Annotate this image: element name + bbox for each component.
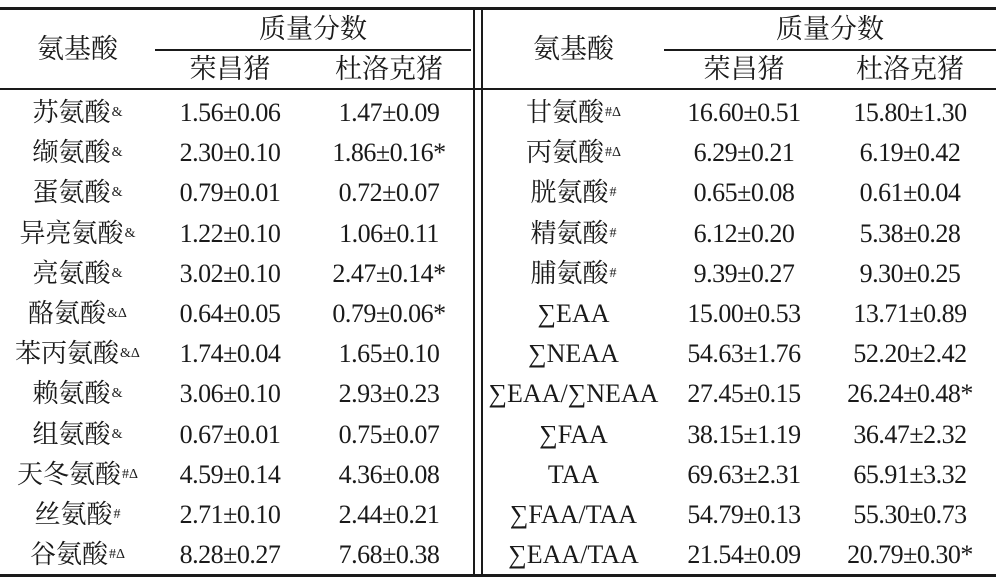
right-header-col2: 杜洛克猪 [856,53,964,84]
right-row-value-duroc: 36.47±2.32 [853,419,967,449]
left-row-value-rongchang: 0.67±0.01 [179,419,281,449]
amino-acid-name: 异亮氨酸 [19,218,124,248]
right-row-name-cell [483,334,664,374]
left-row-value-duroc: 1.06±0.11 [339,218,439,248]
left-row-value-duroc: 2.44±0.21 [338,500,440,530]
right-row-value-rongchang: 6.29±0.21 [693,138,795,168]
right-row-name-cell [483,294,664,334]
right-row-name-cell [483,535,664,575]
left-row-value-rongchang: 0.79±0.01 [179,178,281,208]
amino-acid-name: 亮氨酸 [32,258,111,288]
left-row-name-cell [0,535,155,575]
amino-acid-name: 苏氨酸 [32,98,111,128]
amino-acid-name: 缬氨酸 [32,138,111,168]
classification-mark: # [609,265,617,281]
right-header-group: 质量分数 [776,14,884,44]
classification-mark: # [609,185,617,201]
classification-mark: & [124,225,136,241]
right-header-name: 氨基酸 [533,33,614,64]
classification-mark: #Δ [605,145,622,161]
left-header-name: 氨基酸 [37,33,118,64]
right-row-value-rongchang: 15.00±0.53 [687,299,801,329]
left-row-name-cell [0,415,155,455]
right-row-value-rongchang: 21.54±0.09 [687,540,801,570]
left-row-value-duroc: 2.93±0.23 [338,379,440,409]
left-row-name-cell [0,93,155,133]
amino-acid-name: 胱氨酸 [530,178,609,208]
right-row-value-duroc: 15.80±1.30 [853,98,967,128]
amino-acid-name: 丝氨酸 [34,500,113,530]
right-row-value-rongchang: 27.45±0.15 [687,379,801,409]
amino-acid-name: 丙氨酸 [525,138,604,168]
classification-mark: & [111,426,123,442]
left-row-value-rongchang: 2.30±0.10 [179,138,281,168]
left-row-value-duroc: 2.47±0.14* [332,258,446,288]
right-row-value-duroc: 6.19±0.42 [859,138,961,168]
amino-acid-name: 酪氨酸 [28,299,107,329]
left-header-group: 质量分数 [259,14,367,44]
panel-divider-left [473,7,475,577]
amino-acid-name: 精氨酸 [530,218,609,248]
amino-acid-name: ∑FAA [539,419,608,449]
classification-mark: &Δ [107,306,127,322]
right-row-name-cell [483,374,664,414]
left-row-value-rongchang: 1.74±0.04 [179,339,281,369]
right-row-name-cell [483,173,664,213]
right-header-col1: 荣昌猪 [703,53,785,84]
classification-mark: #Δ [605,105,622,121]
classification-mark: & [111,105,123,121]
right-row-value-duroc: 9.30±0.25 [859,258,961,288]
left-row-value-rongchang: 1.22±0.10 [179,218,281,248]
right-row-value-rongchang: 6.12±0.20 [693,218,795,248]
left-row-value-duroc: 4.36±0.08 [338,459,440,489]
right-row-value-duroc: 5.38±0.28 [859,218,961,248]
left-row-value-rongchang: 3.02±0.10 [179,258,281,288]
right-row-value-duroc: 52.20±2.42 [853,339,967,369]
amino-acid-name: ∑EAA/∑NEAA [488,379,659,409]
left-row-value-duroc: 1.47±0.09 [338,98,440,128]
classification-mark: & [111,265,123,281]
classification-mark: & [111,185,123,201]
left-row-name-cell [0,173,155,213]
amino-acid-name: ∑EAA/TAA [508,540,639,570]
amino-acid-name: ∑NEAA [528,339,619,369]
left-header-col2: 杜洛克猪 [335,53,443,84]
right-row-value-rongchang: 38.15±1.19 [687,419,801,449]
classification-mark: # [609,225,617,241]
right-row-name-cell [483,133,664,173]
table-header-rule [0,88,996,90]
classification-mark: #Δ [122,466,139,482]
classification-mark: # [113,507,121,523]
left-row-value-duroc: 1.86±0.16* [332,138,446,168]
right-row-value-rongchang: 69.63±2.31 [687,459,801,489]
left-row-value-rongchang: 2.71±0.10 [179,500,281,530]
left-row-value-duroc: 1.65±0.10 [338,339,440,369]
right-row-name-cell [483,214,664,254]
classification-mark: #Δ [109,547,126,563]
classification-mark: & [111,386,123,402]
left-row-name-cell [0,254,155,294]
amino-acid-name: 谷氨酸 [29,540,108,570]
left-row-name-cell [0,294,155,334]
right-row-value-duroc: 55.30±0.73 [853,500,967,530]
amino-acid-name: 蛋氨酸 [32,178,111,208]
right-row-value-duroc: 0.61±0.04 [859,178,961,208]
left-row-name-cell [0,133,155,173]
right-row-value-duroc: 20.79±0.30* [847,540,973,570]
right-row-name-cell [483,415,664,455]
amino-acid-name: 天冬氨酸 [16,459,121,489]
amino-acid-name: 赖氨酸 [32,379,111,409]
right-row-value-rongchang: 54.63±1.76 [687,339,801,369]
right-row-name-cell [483,93,664,133]
left-row-value-duroc: 7.68±0.38 [338,540,440,570]
right-row-value-duroc: 65.91±3.32 [853,459,967,489]
right-row-name-cell [483,455,664,495]
left-header-col1: 荣昌猪 [189,53,271,84]
right-row-value-duroc: 13.71±0.89 [853,299,967,329]
right-row-name-cell [483,495,664,535]
amino-acid-name: ∑FAA/TAA [509,500,638,530]
left-row-name-cell [0,455,155,495]
amino-acid-name: ∑EAA [537,299,610,329]
left-row-name-cell [0,334,155,374]
amino-acid-name: 脯氨酸 [530,258,609,288]
right-row-value-duroc: 26.24±0.48* [847,379,973,409]
right-row-value-rongchang: 54.79±0.13 [687,500,801,530]
right-row-value-rongchang: 16.60±0.51 [687,98,801,128]
left-row-name-cell [0,495,155,535]
left-row-value-rongchang: 4.59±0.14 [179,459,281,489]
left-row-value-duroc: 0.75±0.07 [338,419,440,449]
left-row-value-duroc: 0.79±0.06* [332,299,446,329]
right-row-name-cell [483,254,664,294]
left-row-value-rongchang: 3.06±0.10 [179,379,281,409]
right-row-value-rongchang: 9.39±0.27 [693,258,795,288]
left-row-name-cell [0,374,155,414]
amino-acid-name: TAA [547,459,600,489]
classification-mark: &Δ [120,346,140,362]
amino-acid-name: 苯丙氨酸 [15,339,120,369]
amino-acid-name: 组氨酸 [32,419,111,449]
amino-acid-name: 甘氨酸 [525,98,604,128]
left-row-value-duroc: 0.72±0.07 [338,178,440,208]
left-row-name-cell [0,214,155,254]
left-row-value-rongchang: 0.64±0.05 [179,299,281,329]
left-row-value-rongchang: 8.28±0.27 [179,540,281,570]
left-row-value-rongchang: 1.56±0.06 [179,98,281,128]
right-row-value-rongchang: 0.65±0.08 [693,178,795,208]
classification-mark: & [111,145,123,161]
